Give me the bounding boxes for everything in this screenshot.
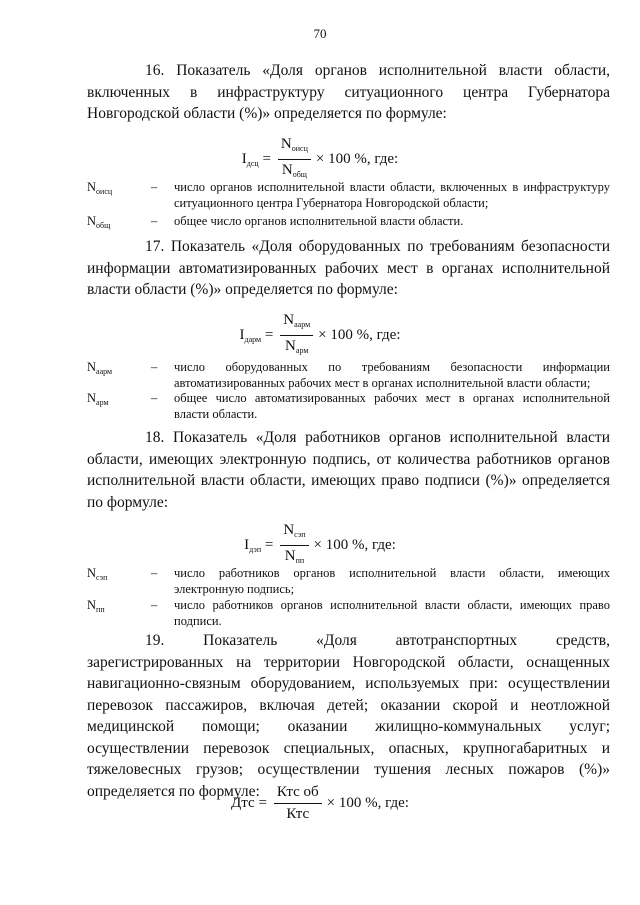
definition-dash: – [151, 391, 158, 405]
definition-text: общее число органов исполнительной власти области. [174, 214, 464, 228]
formula-16 [0, 136, 640, 183]
paragraph-16: 16. Показатель «Доля органов исполнительной власти области, включенных в инфраструктуру ситуационного центра Губернатора Новгородской области (%)» определяется по формуле: [87, 62, 610, 122]
formula-fraction [280, 522, 308, 569]
formula-denominator: $N_{общ}$ [281, 162, 307, 179]
formula-denominator: Ктс [286, 806, 310, 822]
definition-text: число оборудованных по требованиям безопасности информации автоматизированных рабочих мест в органах исполнительной власти области; [174, 360, 610, 390]
formula-tail: × 100 %, где: [326, 795, 409, 811]
formula-fraction [280, 312, 313, 359]
definition-text: общее число автоматизированных рабочих мест в органах исполнительной власти области. [174, 391, 610, 421]
formula-fraction [278, 136, 311, 183]
formula-numerator: Ктс об [274, 784, 322, 804]
definition-text: число работников органов исполнительной власти области, имеющих право подписи. [174, 598, 610, 628]
formula-tail: × 100 %, где: [318, 327, 401, 343]
formula-lhs: Дтс = [231, 795, 267, 811]
definition-symbol: $N_{общ}$ [87, 214, 111, 230]
paragraph-17: 17. Показатель «Доля оборудованных по требованиям безопасности информации автоматизированных рабочих мест в органах исполнительной власти области (%)» определяется по формуле: [87, 238, 610, 298]
formula-17 [0, 312, 640, 359]
formula-denominator: $N_{пп}$ [284, 548, 305, 565]
definition-symbol: $N_{арм}$ [87, 391, 109, 407]
formula-numerator: $N_{оисц}$ [278, 136, 311, 160]
page-number: 70 [313, 26, 327, 41]
paragraph-18: 18. Показатель «Доля работников органов исполнительной власти области, имеющих электронную подпись, от количества работников органов исполнительной власти области, имеющих право подписи (%)» определяется по формуле: [87, 429, 610, 511]
formula-numerator: $N_{сэп}$ [280, 522, 308, 546]
definition-symbol: $N_{оисц}$ [87, 180, 113, 196]
definition-text: число работников органов исполнительной власти области, имеющих электронную подпись; [174, 566, 610, 596]
paragraph-19: 19. Показатель «Доля автотранспортных средств, зарегистрированных на территории Новгородской области, оснащенных навигационно-связным оборудованием, используемых при: осуществлении перевозок пассажиров, включая детей; оказании скорой и неотложной медицинской помощи; оказании жилищно-коммунальных услуг; осуществлении перевозок специальных, опасных, крупногабаритных и тяжеловесных грузов; осуществлении тушения лесных пожаров (%)» определяется по формуле: [87, 632, 610, 800]
definition-dash: – [151, 180, 158, 194]
formula-tail: × 100 %, где: [313, 537, 396, 553]
formula-19 [0, 784, 640, 823]
definition-dash: – [151, 214, 158, 228]
definition-text: число органов исполнительной власти области, включенных в инфраструктуру ситуационного центра Губернатора Новгородской области; [174, 180, 610, 210]
formula-fraction [274, 784, 322, 823]
definition-symbol: $N_{сэп}$ [87, 566, 108, 582]
formula-denominator: $N_{арм}$ [285, 338, 309, 355]
formula-lhs: $I_{дарм}$ = [239, 327, 274, 344]
definition-dash: – [151, 598, 158, 612]
formula-lhs: $I_{дэп}$ = [244, 537, 274, 554]
definition-symbol: $N_{аарм}$ [87, 360, 113, 376]
formula-tail: × 100 %, где: [315, 151, 399, 167]
formula-lhs: $I_{дсц}$ = [241, 151, 271, 168]
formula-numerator: $N_{аарм}$ [280, 312, 313, 336]
definition-symbol: $N_{пп}$ [87, 598, 105, 614]
definition-dash: – [151, 360, 158, 374]
formula-18 [0, 522, 640, 569]
definition-dash: – [151, 566, 158, 580]
